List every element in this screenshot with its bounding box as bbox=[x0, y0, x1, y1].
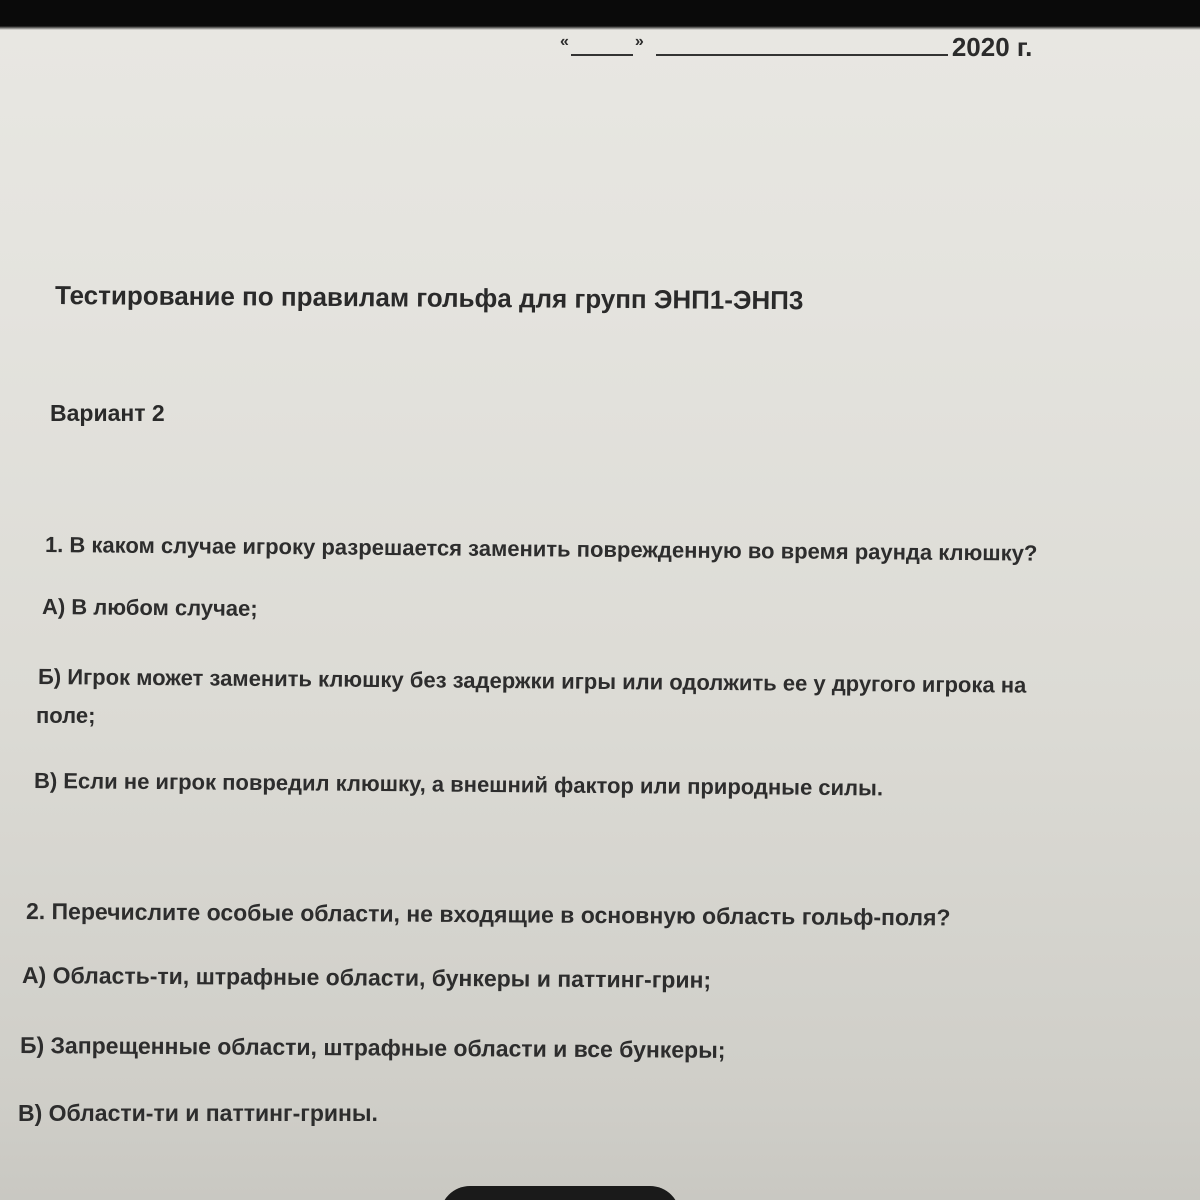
date-line bbox=[560, 32, 1032, 63]
month-blank bbox=[656, 54, 948, 56]
question-2-option-c: В) Области-ти и паттинг-грины. bbox=[18, 1100, 378, 1126]
date-close-quote: » bbox=[634, 33, 644, 50]
bottom-overlay-shape bbox=[440, 1186, 680, 1200]
question-1-option-a: А) В любом случае; bbox=[41, 594, 258, 621]
day-blank bbox=[571, 54, 633, 56]
question-1-option-b-continued: поле; bbox=[36, 703, 96, 728]
question-2-option-a: А) Область-ти, штрафные области, бункеры и паттинг-грин; bbox=[21, 962, 712, 993]
question-2-option-b: Б) Запрещенные области, штрафные области и все бункеры; bbox=[19, 1032, 726, 1063]
document-title: Тестирование по правилам гольфа для групп ЭНП1-ЭНП3 bbox=[54, 280, 804, 316]
question-1-option-c: В) Если не игрок повредил клюшку, а внешний фактор или природные силы. bbox=[33, 768, 884, 801]
question-2: 2. Перечислите особые области, не входящие в основную область гольф-поля? bbox=[25, 898, 951, 931]
question-1: 1. В каком случае игроку разрешается заменить поврежденную во время раунда клюшку? bbox=[44, 532, 1038, 566]
question-1-option-b: Б) Игрок может заменить клюшку без задержки игры или одолжить ее у другого игрока на bbox=[37, 664, 1027, 698]
date-open-quote: « bbox=[560, 33, 569, 50]
date-year: 2020 г. bbox=[951, 32, 1033, 62]
variant-label: Вариант 2 bbox=[50, 400, 165, 426]
